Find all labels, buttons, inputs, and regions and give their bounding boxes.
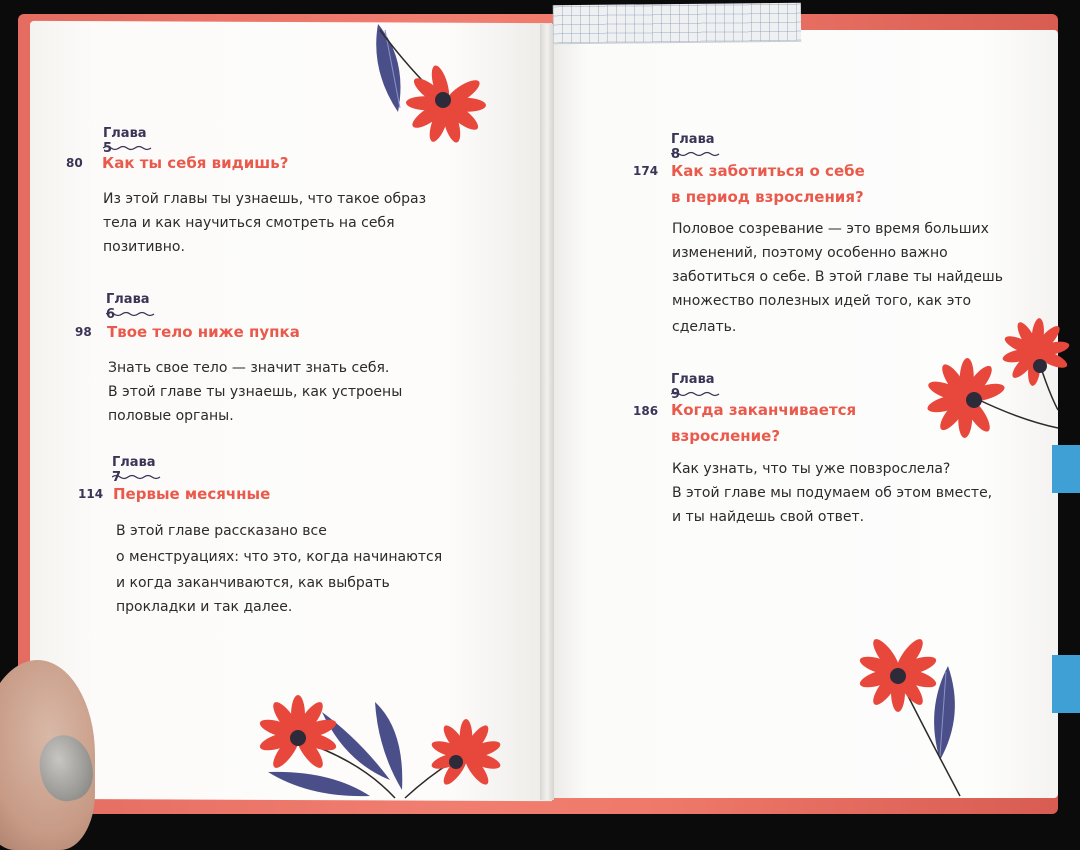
flower-decoration: [430, 719, 502, 788]
chapter-title: Твое тело ниже пупка: [107, 323, 300, 341]
chapter-description-line: позитивно.: [103, 239, 185, 255]
page-number: 80: [66, 156, 83, 170]
chapter-description-line: множество полезных идей того, как это: [672, 293, 972, 309]
squiggle-underline: [106, 311, 158, 317]
chapter-description-line: тела и как научиться смотреть на себя: [103, 215, 395, 231]
chapter-description-line: и ты найдешь свой ответ.: [672, 509, 865, 525]
squiggle-underline: [671, 151, 723, 157]
chapter-title: Когда заканчивается: [671, 401, 857, 419]
page-number: 114: [78, 487, 104, 501]
chapter-label: Глава 6: [106, 292, 150, 322]
chapter-title: Как ты себя видишь?: [102, 154, 289, 172]
chapter-description-line: о менструациях: что это, когда начинаются: [116, 549, 443, 565]
chapter-description-line: сделать.: [672, 319, 737, 335]
flower-decoration: [989, 305, 1080, 395]
chapter-title: в период взросления?: [671, 188, 864, 206]
chapter-description-line: В этой главе ты узнаешь, как устроены: [108, 384, 403, 400]
chapter-title: Как заботиться о себе: [671, 162, 865, 180]
chapter-title: Первые месячные: [113, 485, 271, 503]
chapter-description-line: В этой главе рассказано все: [116, 523, 327, 539]
flower-decoration: [915, 347, 1014, 449]
chapter-description-line: Половое созревание — это время больших: [672, 221, 989, 237]
chapter-label: Глава 9: [671, 372, 715, 402]
chapter-description-line: Знать свое тело — значит знать себя.: [108, 360, 390, 376]
chapter-title: взросление?: [671, 427, 781, 445]
chapter-description-line: изменений, поэтому особенно важно: [672, 245, 948, 261]
squiggle-underline: [112, 474, 164, 480]
chapter-description-line: Как узнать, что ты уже повзрослела?: [672, 461, 951, 477]
page-number: 186: [633, 404, 659, 418]
chapter-description-line: половые органы.: [108, 408, 234, 424]
chapter-description-line: Из этой главы ты узнаешь, что такое образ: [103, 191, 427, 207]
page-number: 98: [75, 325, 92, 339]
chapter-label: Глава 8: [671, 132, 715, 162]
chapter-description-line: и когда заканчиваются, как выбрать: [116, 575, 390, 591]
chapter-description-line: прокладки и так далее.: [116, 599, 293, 615]
chapter-description-line: заботиться о себе. В этой главе ты найдешь: [672, 269, 1003, 285]
page-number: 174: [633, 164, 659, 178]
chapter-description-line: В этой главе мы подумаем об этом вместе,: [672, 485, 993, 501]
chapter-label: Глава 7: [112, 455, 156, 485]
chapter-label: Глава 5: [103, 126, 147, 156]
